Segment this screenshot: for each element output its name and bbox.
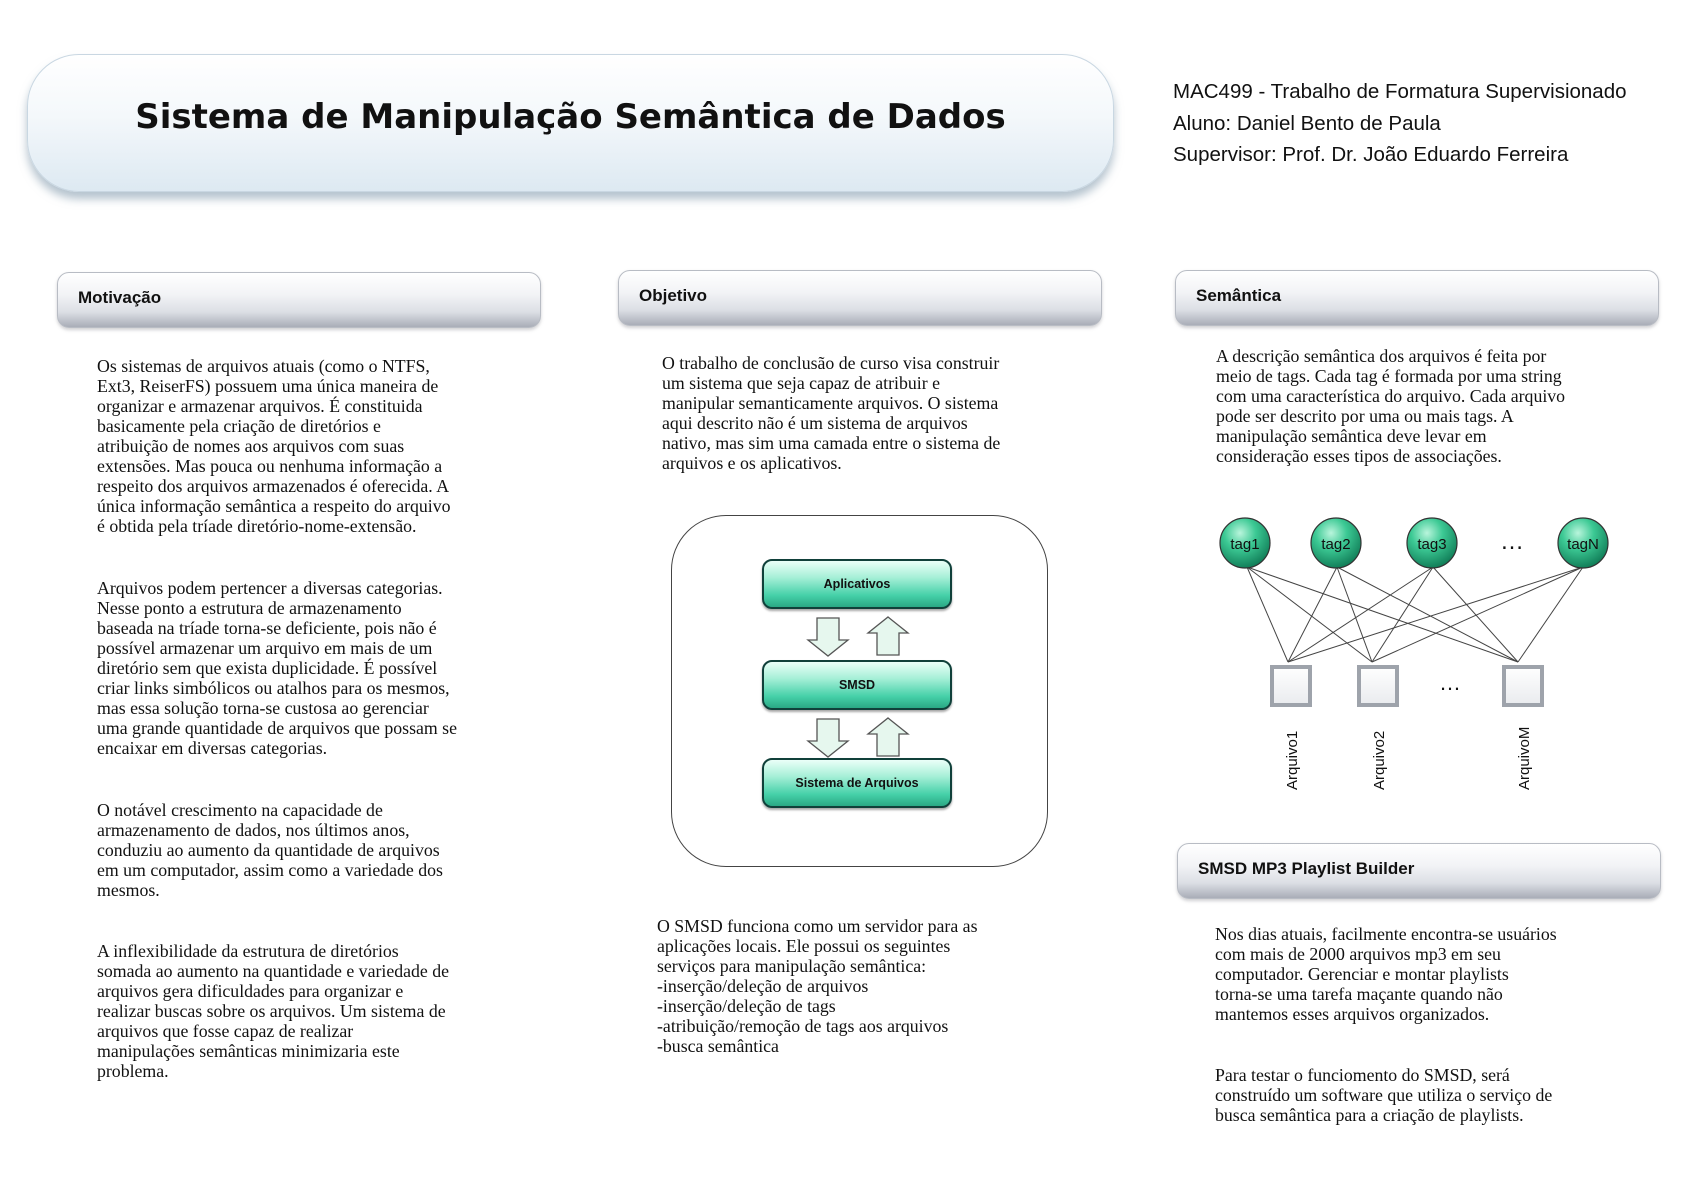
objetivo-services: O SMSD funciona como um servidor para as aplicações locais. Ele possui os seguintes serviços para manipulação semântica: -inserção/deleção de arquivos -inserção/deleção de tags -atribuição/remoção de tags aos arquivos -busca semântica	[657, 916, 978, 1056]
svg-text:tagN: tagN	[1567, 536, 1599, 553]
tag-ellipsis: …	[1500, 528, 1524, 555]
tag-node	[1558, 518, 1608, 568]
file-node	[1504, 667, 1542, 705]
playlist-paragraph-1: Nos dias atuais, facilmente encontra-se usuários com mais de 2000 arquivos mp3 em seu computador. Gerenciar e montar playlists torna-se uma tarefa maçante quando não mantemos esses arquivos organizados.	[1215, 924, 1557, 1024]
svg-text:tag3: tag3	[1417, 536, 1447, 553]
svg-text:tag1: tag1	[1230, 536, 1260, 553]
layer-aplicativos: Aplicativos	[762, 559, 952, 609]
file-label: ArquivoM	[1516, 726, 1533, 790]
layer-smsd: SMSD	[762, 660, 952, 710]
motivacao-paragraph-2: Arquivos podem pertencer a diversas categorias. Nesse ponto a estrutura de armazenamento baseada na tríade torna-se deficiente, pois não é possível armazenar um arquivo em mais de um diretório sem que exista duplicidade. É possível criar links simbólicos ou atalhos para os mesmos, mas essa solução torna-se custosa ao gerenciar uma grande quantidade de arquivos que possam se encaixar em diversas categorias.	[97, 578, 457, 758]
file-label: Arquivo1	[1284, 730, 1301, 790]
tag-node	[1407, 518, 1457, 568]
page-title: Sistema de Manipulação Semântica de Dados	[135, 97, 1006, 137]
objetivo-intro: O trabalho de conclusão de curso visa construir um sistema que seja capaz de atribuir e manipular semanticamente arquivos. O sistema aqui descrito não é um sistema de arquivos nativo, mas sim uma camada entre o sistema de arquivos e os aplicativos.	[662, 353, 1001, 473]
motivacao-paragraph-1: Os sistemas de arquivos atuais (como o NTFS, Ext3, ReiserFS) possuem uma única maneira de organizar e armazenar arquivos. É constituida basicamente pela criação de diretórios e atribuição de nomes aos arquivos com suas extensões. Mas pouca ou nenhuma informação a respeito dos arquivos armazenados é oferecida. A única informação semântica a respeito do arquivo é obtida pela tríade diretório-nome-extensão.	[97, 356, 451, 536]
supervisor-name: Supervisor: Prof. Dr. João Eduardo Ferreira	[1173, 143, 1569, 166]
svg-text:tag2: tag2	[1321, 536, 1351, 553]
file-label: Arquivo2	[1371, 730, 1388, 790]
playlist-paragraph-2: Para testar o funciomento do SMSD, será construído um software que utiliza o serviço de busca semântica para a criação de playlists.	[1215, 1065, 1553, 1125]
file-node	[1359, 667, 1397, 705]
motivacao-paragraph-3: O notável crescimento na capacidade de armazenamento de dados, nos últimos anos, conduziu ao aumento da quantidade de arquivos em um computador, assim como a variedade dos mesmos.	[97, 800, 443, 900]
section-title-playlist: SMSD MP3 Playlist Builder	[1198, 859, 1415, 878]
motivacao-paragraph-4: A inflexibilidade da estrutura de diretórios somada ao aumento na quantidade e variedade de arquivos gera dificuldades para organizar e realizar buscas sobre os arquivos. Um sistema de arquivos que fosse capaz de realizar manipulações semânticas minimizaria este problema.	[97, 941, 450, 1081]
file-node	[1272, 667, 1310, 705]
course-name: MAC499 - Trabalho de Formatura Supervisionado	[1173, 80, 1627, 103]
student-name: Aluno: Daniel Bento de Paula	[1173, 111, 1441, 135]
section-title-semantica: Semântica	[1196, 286, 1282, 305]
section-title-motivacao: Motivação	[78, 288, 162, 307]
section-title-objetivo: Objetivo	[639, 286, 708, 305]
layer-sistema-arquivos: Sistema de Arquivos	[762, 758, 952, 808]
file-ellipsis: …	[1439, 670, 1461, 695]
tag-node	[1311, 518, 1361, 568]
tag-node	[1220, 518, 1270, 568]
semantica-text: A descrição semântica dos arquivos é feita por meio de tags. Cada tag é formada por uma string com uma característica do arquivo. Cada arquivo pode ser descrito por uma ou mais tags. A manipulação semântica deve levar em consideração esses tipos de associações.	[1216, 346, 1566, 466]
